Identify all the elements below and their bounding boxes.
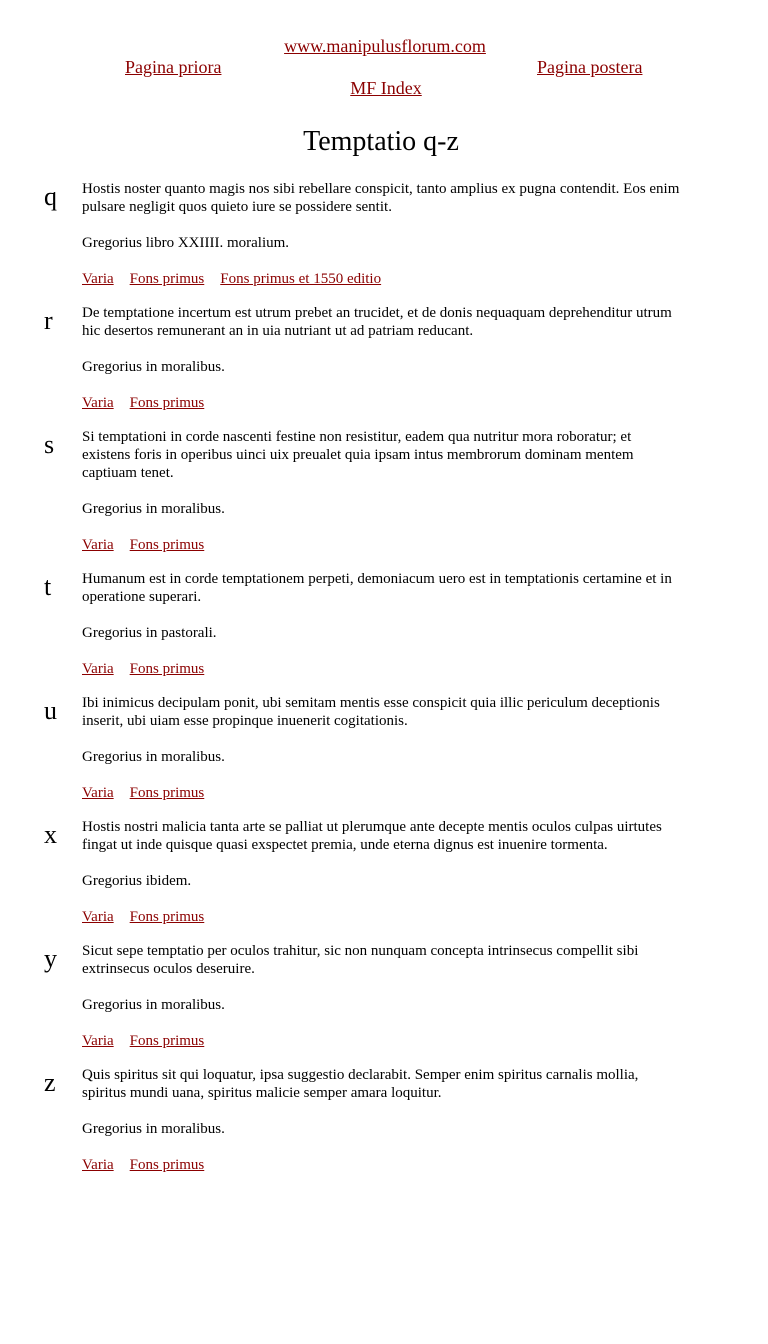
next-page-link[interactable]: Pagina postera bbox=[537, 57, 643, 77]
entry-links bbox=[82, 536, 682, 566]
entry-source: Gregorius in moralibus. bbox=[82, 501, 225, 517]
entry-source: Gregorius ibidem. bbox=[82, 873, 192, 889]
entry-letter: x bbox=[44, 820, 57, 849]
nav-home-row bbox=[0, 35, 768, 57]
entry-quote: Sicut sepe temptatio per oculos trahitur, sic non nunquam concepta intrinsecus compellit sibi extrinsecus oculos deseruire. bbox=[82, 943, 639, 977]
entry-body bbox=[82, 176, 682, 300]
entry-letter: y bbox=[44, 944, 57, 973]
entry-body bbox=[82, 814, 682, 938]
nav-index-row bbox=[0, 77, 768, 99]
entry-links bbox=[82, 784, 682, 814]
entry-item bbox=[0, 938, 768, 1062]
entry-body bbox=[82, 566, 682, 690]
entry-quote: Quis spiritus sit qui loquatur, ipsa suggestio declarabit. Semper enim spiritus carnalis mollia, spiritus mundi uana, spiritus malicie semper amara loquitur. bbox=[82, 1067, 639, 1101]
entry-letter: r bbox=[44, 306, 53, 335]
entry-links bbox=[82, 394, 682, 424]
fons-primus-link[interactable]: Fons primus bbox=[129, 1157, 205, 1173]
varia-link[interactable]: Varia bbox=[82, 537, 114, 553]
entry-source: Gregorius in moralibus. bbox=[82, 359, 225, 375]
entry-letter: u bbox=[44, 696, 57, 725]
index-link[interactable]: MF Index bbox=[350, 78, 422, 98]
entry-links bbox=[82, 660, 682, 690]
fons-primus-link[interactable]: Fons primus bbox=[129, 395, 205, 411]
entry-item bbox=[0, 690, 768, 814]
entry-item bbox=[0, 176, 768, 300]
entry-quote: Si temptationi in corde nascenti festine non resistitur, eadem qua nutritur mora roboratur; et existens foris in operibus uinci uix preualet quia ipsam intus membrorum dominam mentem captiuam tenet. bbox=[82, 429, 634, 481]
fons-primus-link[interactable]: Fons primus bbox=[129, 537, 205, 553]
entry-item bbox=[0, 566, 768, 690]
fons-primus-link[interactable]: Fons primus bbox=[129, 661, 205, 677]
entry-links bbox=[82, 908, 682, 938]
varia-link[interactable]: Varia bbox=[82, 785, 114, 801]
home-link[interactable]: www.manipulusflorum.com bbox=[284, 36, 486, 56]
entry-quote: Hostis noster quanto magis nos sibi rebellare conspicit, tanto amplius ex pugna contendit. Eos enim pulsare negligit quos quieto iure se possidere sentit. bbox=[82, 181, 680, 215]
entry-item bbox=[0, 814, 768, 938]
entry-quote: Hostis nostri malicia tanta arte se palliat ut plerumque ante decepte mentis oculos culpas uirtutes fingat ut inde quisque quasi exspectet premia, unde eterna dignus est inuenire tormenta. bbox=[82, 819, 662, 853]
fons-primus-link[interactable]: Fons primus bbox=[129, 785, 205, 801]
entry-letter: s bbox=[44, 430, 55, 459]
fons-primus-link[interactable]: Fons primus bbox=[129, 1033, 205, 1049]
entry-item bbox=[0, 1062, 768, 1186]
page-title: Temptatio q-z bbox=[303, 126, 459, 157]
entry-body bbox=[82, 938, 682, 1062]
entry-source: Gregorius in moralibus. bbox=[82, 1121, 225, 1137]
entry-item bbox=[0, 424, 768, 566]
entry-links bbox=[82, 1156, 682, 1186]
entry-body bbox=[82, 300, 682, 424]
entry-links bbox=[82, 1032, 682, 1062]
entry-source: Gregorius in pastorali. bbox=[82, 625, 217, 641]
entry-quote: Ibi inimicus decipulam ponit, ubi semitam mentis esse conspicit quia illic periculum deceptionis inserit, ubi uiam esse propinque inuenerit cogitationis. bbox=[82, 695, 660, 729]
entry-letter: z bbox=[44, 1068, 56, 1097]
varia-link[interactable]: Varia bbox=[82, 661, 114, 677]
fons-primus-link[interactable]: Fons primus bbox=[129, 271, 205, 287]
varia-link[interactable]: Varia bbox=[82, 395, 114, 411]
entry-item bbox=[0, 300, 768, 424]
entry-quote: De temptatione incertum est utrum prebet an trucidet, et de donis nequaquam deprehenditur utrum hic desertos remunerant an in uia nutriant ut ad patriam reducant. bbox=[82, 305, 672, 339]
fons-primus-link[interactable]: Fons primus bbox=[129, 909, 205, 925]
entry-body bbox=[82, 424, 682, 566]
entry-list bbox=[0, 176, 768, 1186]
fons-primus-et-1550-editio-link[interactable]: Fons primus et 1550 editio bbox=[220, 271, 382, 287]
varia-link[interactable]: Varia bbox=[82, 1033, 114, 1049]
previous-page-link[interactable]: Pagina priora bbox=[125, 57, 222, 77]
entry-body bbox=[82, 1062, 682, 1186]
entry-body bbox=[82, 690, 682, 814]
entry-links bbox=[82, 270, 682, 300]
top-navigation bbox=[0, 0, 768, 110]
varia-link[interactable]: Varia bbox=[82, 271, 114, 287]
entry-source: Gregorius in moralibus. bbox=[82, 997, 225, 1013]
entry-letter: q bbox=[44, 182, 57, 211]
varia-link[interactable]: Varia bbox=[82, 1157, 114, 1173]
entry-source: Gregorius in moralibus. bbox=[82, 749, 225, 765]
entry-quote: Humanum est in corde temptationem perpeti, demoniacum uero est in temptationis certamine et in operatione superari. bbox=[82, 571, 672, 605]
entry-source: Gregorius libro XXIIII. moralium. bbox=[82, 235, 290, 251]
varia-link[interactable]: Varia bbox=[82, 909, 114, 925]
entry-letter: t bbox=[44, 572, 52, 601]
